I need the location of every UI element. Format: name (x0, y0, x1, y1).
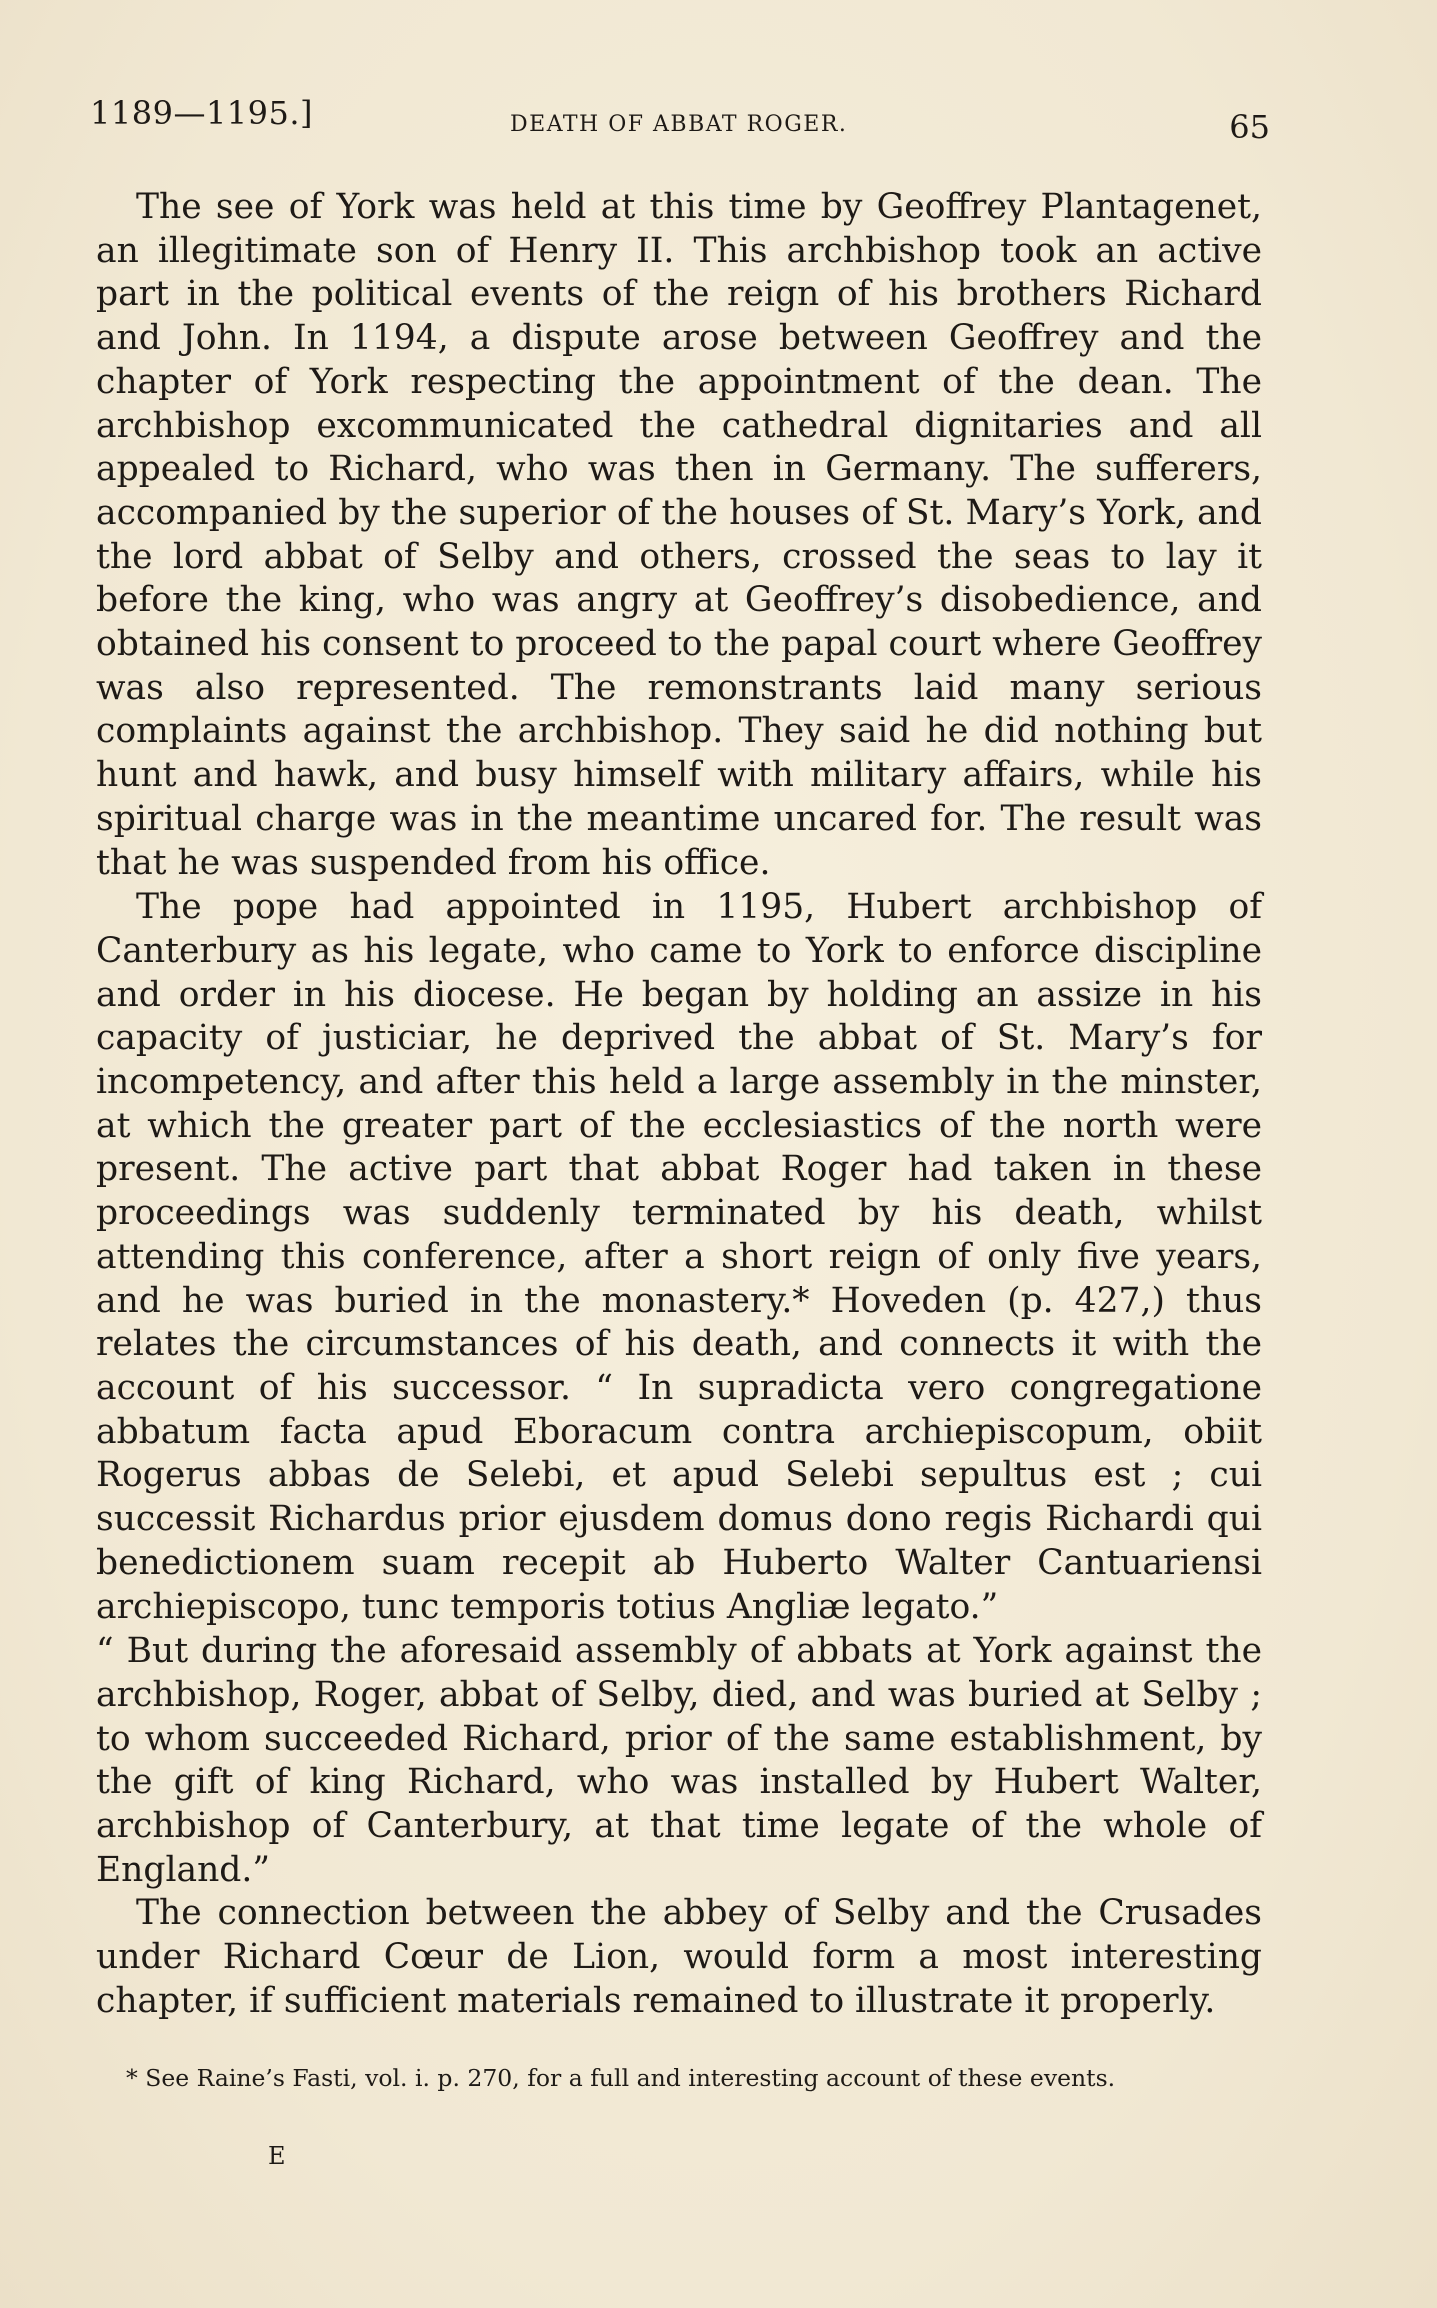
paragraph-see-of-york: The see of York was held at this time by Geoffrey Plantagenet, an illegitimate son of Henry II. This archbishop took an active part in the political events of the reign of his brothers Richard and John. In 1194, a dispute arose between Geoffrey and the chapter of York respecting the appointment of the dean. The archbishop excommunicated the cathedral dignitaries and all appealed to Richard, who was then in Germany. The sufferers, accompanied by the superior of the houses of St. Mary’s York, and the lord abbat of Selby and others, crossed the seas to lay it before the king, who was angry at Geoffrey’s disobedience, and obtained his consent to proceed to the papal court where Geoffrey was also represented. The remonstrants laid many serious complaints against the archbishop. They said he did nothing but hunt and hawk, and busy himself with military affairs, while his spiritual charge was in the meantime uncared for. The result was that he was suspended from his office. (96, 187, 1262, 883)
body-text (96, 186, 1262, 2025)
footnote: * See Raine’s Fasti, vol. i. p. 270, for a full and interesting account of these events. (126, 2064, 1116, 2092)
page-number: 65 (1229, 108, 1270, 146)
paragraph-papal-legate: The pope had appointed in 1195, Hubert archbishop of Canterbury as his legate, who came to York to enforce discipline and order in his diocese. He began by holding an assize in his capacity of justiciar, he deprived the abbat of St. Mary’s for incompetency, and after this held a large assembly in the minster, at which the greater part of the ecclesiastics of the north were present. The active part that abbat Roger had taken in these proceedings was suddenly terminated by his death, whilst attending this conference, after a short reign of only five years, and he was buried in the monastery.* Hoveden (p. 427,) thus relates the circumstances of his death, and connects it with the account of his successor. “ In supradicta vero congregatione abbatum facta apud Eboracum contra archiepiscopum, obiit Rogerus abbas de Selebi, et apud Selebi sepultus est ; cui successit Richardus prior ejusdem domus dono regis Richardi qui benedictionem suam recepit ab Huberto Walter Cantuariensi archiepiscopo, tunc temporis totius Angliæ legato.” (96, 887, 1262, 1627)
header-running-title: DEATH OF ABBAT ROGER. (510, 112, 848, 137)
paragraph-translation: “ But during the aforesaid assembly of abbats at York against the archbishop, Roger, abbat of Selby, died, and was buried at Selby ; to whom succeeded Richard, prior of the same establishment, by the gift of king Richard, who was installed by Hubert Walter, archbishop of Canterbury, at that time legate of the whole of England.” (96, 1631, 1262, 1890)
signature-mark: E (268, 2142, 287, 2170)
running-header (90, 94, 1270, 144)
paragraph-crusades: The connection between the abbey of Selby and the Crusades under Richard Cœur de Lion, would form a most interesting chapter, if sufficient materials remained to illustrate it properly. (96, 1893, 1262, 2021)
header-dates: 1189—1195.] (90, 94, 314, 132)
